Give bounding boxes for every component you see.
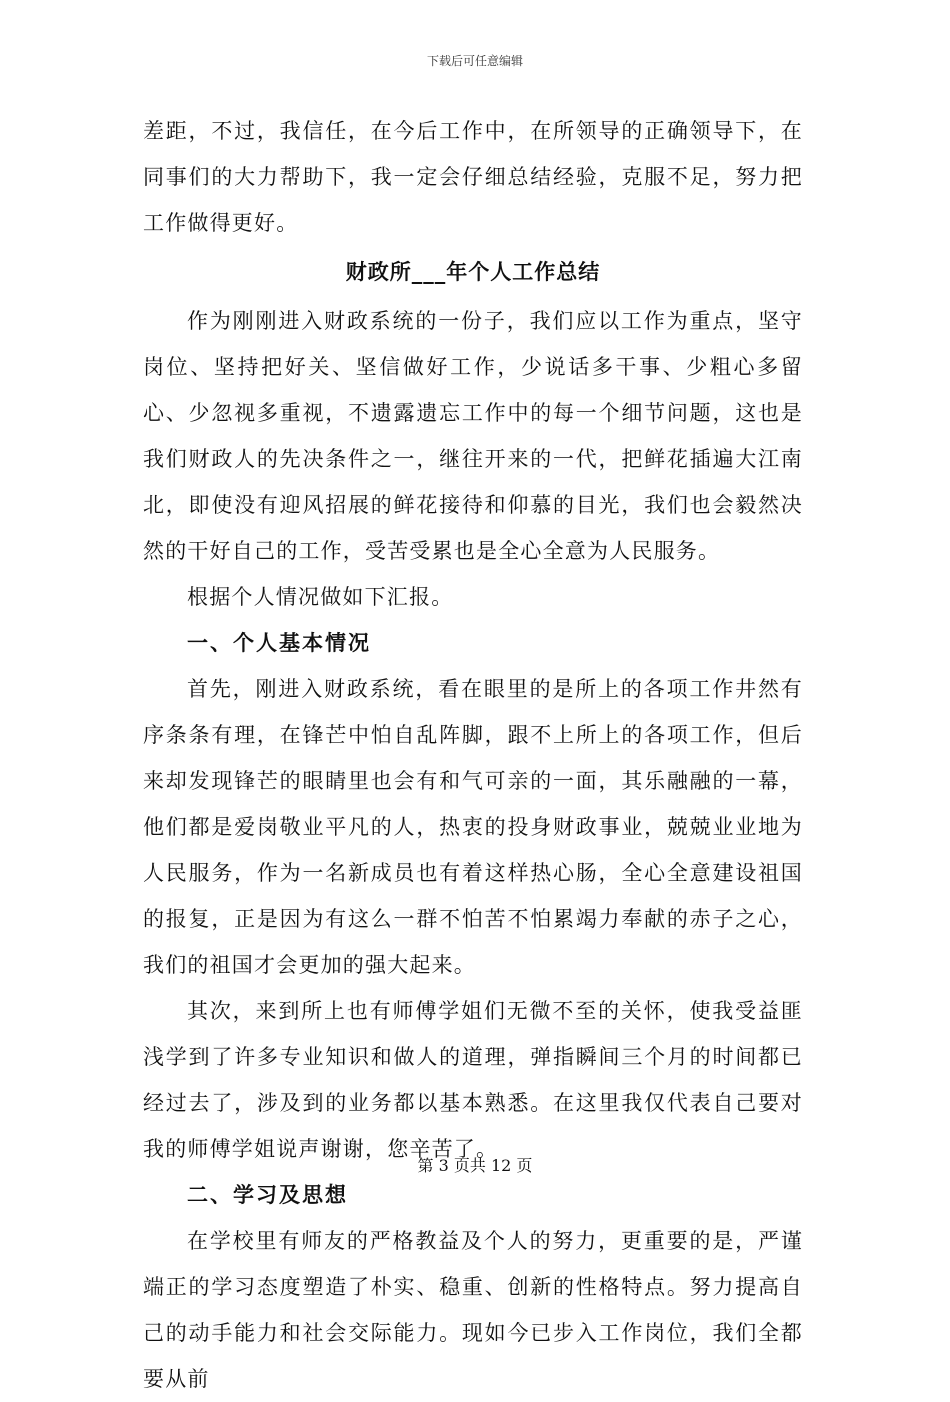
intro-paragraph: 作为刚刚进入财政系统的一份子，我们应以工作为重点，坚守岗位、坚持把好关、坚信做好工作，少说话多干事、少粗心多留心、少忽视多重视，不遗露遗忘工作中的每一个细节问题，这也是我们财政人的先决条件之一，继往开来的一代，把鲜花插遍大江南北，即使没有迎风招展的鲜花接待和仰慕的目光，我们也会毅然决然的干好自己的工作，受苦受累也是全心全意为人民服务。 <box>143 309 803 563</box>
page-number-footer: 第 3 页共 12 页 <box>417 1156 533 1175</box>
section-1-paragraph-1: 首先，刚进入财政系统，看在眼里的是所上的各项工作井然有序条条有理，在锋芒中怕自乱阵脚，跟不上所上的各项工作，但后来却发现锋芒的眼睛里也会有和气可亲的一面，其乐融融的一幕，他们都是爱岗敬业平凡的人，热衷的投身财政事业，兢兢业业地为人民服务，作为一名新成员也有着这样热心肠，全心全意建设祖国的报复，正是因为有这么一群不怕苦不怕累竭力奉献的赤子之心，我们的祖国才会更加的强大起来。 <box>143 677 803 977</box>
report-line: 根据个人情况做如下汇报。 <box>187 585 454 609</box>
document-title: 财政所___年个人工作总结 <box>345 259 601 284</box>
section-2-heading: 二、学习及思想 <box>187 1182 348 1207</box>
section-2-paragraph-1: 在学校里有师友的严格教益及个人的努力，更重要的是，严谨端正的学习态度塑造了朴实、稳重、创新的性格特点。努力提高自己的动手能力和社会交际能力。现如今已步入工作岗位，我们全都要从前 <box>143 1229 803 1391</box>
section-1-paragraph-2: 其次，来到所上也有师傅学姐们无微不至的关怀，使我受益匪浅学到了许多专业知识和做人的道理，弹指瞬间三个月的时间都已经过去了，涉及到的业务都以基本熟悉。在这里我仅代表自己要对我的师傅学姐说声谢谢，您辛苦了。 <box>143 999 803 1161</box>
page-header-note: 下载后可任意编辑 <box>426 54 523 68</box>
section-1-heading: 一、个人基本情况 <box>187 630 371 655</box>
continuation-paragraph: 差距，不过，我信任，在今后工作中，在所领导的正确领导下，在同事们的大力帮助下，我一定会仔细总结经验，克服不足，努力把工作做得更好。 <box>143 119 803 235</box>
document-body <box>143 108 803 1402</box>
